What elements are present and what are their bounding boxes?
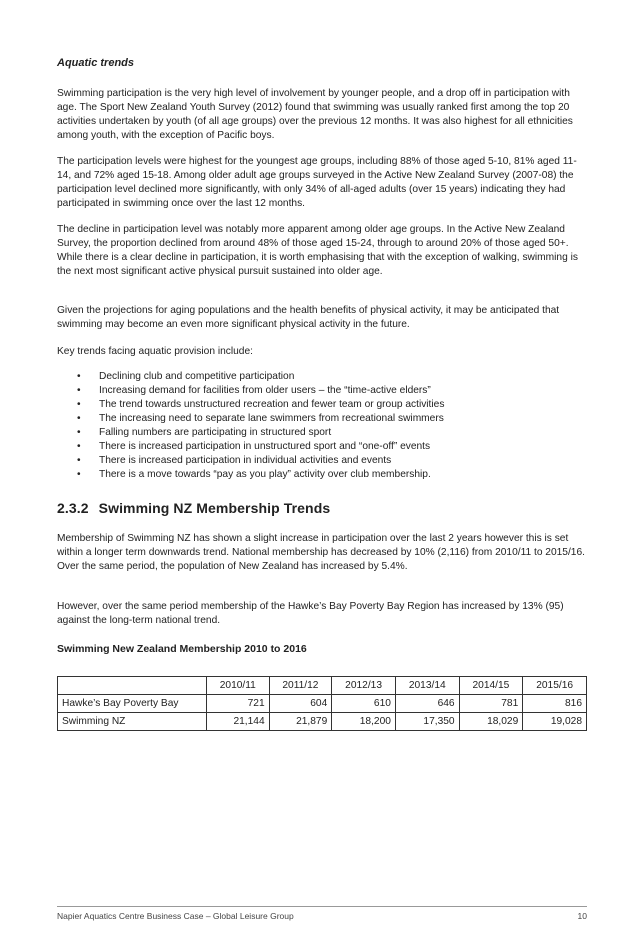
section-heading-text: Swimming NZ Membership Trends — [98, 500, 331, 516]
section-title: Aquatic trends — [57, 57, 135, 69]
list-item: • Falling numbers are participating in structured sport — [77, 427, 332, 438]
column-header: 2012/13 — [332, 677, 396, 695]
column-header: 2010/11 — [207, 677, 270, 695]
bullet-icon: • — [77, 399, 81, 410]
bullet-icon: • — [77, 441, 81, 452]
page-number: 10 — [577, 911, 587, 921]
table-cell: 610 — [332, 695, 396, 713]
bullet-icon: • — [77, 413, 81, 424]
row-label: Hawke’s Bay Poverty Bay — [58, 695, 207, 713]
section-number: 2.3.2 — [57, 500, 89, 516]
table-cell: 604 — [269, 695, 332, 713]
column-header: 2013/14 — [395, 677, 459, 695]
column-header: 2014/15 — [459, 677, 523, 695]
list-item: • There is increased participation in unstructured sport and “one-off” events — [77, 441, 431, 452]
paragraph-decline: The decline in participation level was notably more apparent among older age groups. In the Active New Zealand Survey, the proportion declined from around 48% of those aged 15-24, through to around 20% of those aged 50+. While there is a clear decline in participation, it is worth emphasising that with the exception of walking, swimming is the next most significant active physical pursuit sustained into older age. — [57, 224, 578, 277]
bullet-icon: • — [77, 469, 81, 480]
table-cell: 19,028 — [523, 713, 587, 731]
paragraph-key-trends-intro: Key trends facing aquatic provision include: — [57, 346, 253, 357]
table-cell: 18,029 — [459, 713, 523, 731]
table-title: Swimming New Zealand Membership 2010 to 2016 — [57, 643, 307, 655]
table-cell: 781 — [459, 695, 523, 713]
table-cell: 646 — [395, 695, 459, 713]
table-cell: 17,350 — [395, 713, 459, 731]
list-item: • Declining club and competitive participation — [77, 371, 295, 382]
list-item: • Increasing demand for facilities from older users – the “time-active elders” — [77, 385, 431, 396]
table-cell: 816 — [523, 695, 587, 713]
membership-heading — [57, 500, 330, 516]
column-header: 2011/12 — [269, 677, 332, 695]
list-item: • There is a move towards “pay as you play” activity over club membership. — [77, 469, 431, 480]
paragraph-youth-participation: Swimming participation is the very high level of involvement by younger people, and a drop off in participation with age. The Sport New Zealand Youth Survey (2012) found that swimming was usually ranked first among the top 20 activities undertaken by youth (of all age groups) over the previous 12 months. It was also highest for all ethnicities among youth, with the exception of Pacific boys. — [57, 88, 573, 141]
bullet-icon: • — [77, 371, 81, 382]
list-item: • The trend towards unstructured recreation and fewer team or group activities — [77, 399, 445, 410]
list-item: • There is increased participation in individual activities and events — [77, 455, 392, 466]
trends-list — [57, 370, 590, 482]
paragraph-membership-trend: Membership of Swimming NZ has shown a slight increase in participation over the last 2 years however this is set within a longer term downwards trend. National membership has decreased by 10% (2,116) from 2010/11 to 2015/16. Over the same period, the population of New Zealand has increased by 5.4%. — [57, 533, 585, 572]
footer-divider — [57, 906, 587, 907]
table-cell: 721 — [207, 695, 270, 713]
bullet-icon: • — [77, 427, 81, 438]
table-cell: 18,200 — [332, 713, 396, 731]
membership-table — [57, 676, 587, 731]
row-label: Swimming NZ — [58, 713, 207, 731]
list-item: • The increasing need to separate lane swimmers from recreational swimmers — [77, 413, 444, 424]
bullet-icon: • — [77, 385, 81, 396]
paragraph-regional-trend: However, over the same period membership of the Hawke’s Bay Poverty Bay Region has increased by 13% (95) against the long-term national trend. — [57, 601, 564, 626]
table-header-row — [58, 677, 587, 695]
table-cell: 21,879 — [269, 713, 332, 731]
table-row — [58, 695, 587, 713]
paragraph-projections: Given the projections for aging populations and the health benefits of physical activity, it may be anticipated that swimming may become an even more significant physical activity in the future. — [57, 305, 560, 330]
column-header — [58, 677, 207, 695]
table-row — [58, 713, 587, 731]
paragraph-age-participation: The participation levels were highest for the youngest age groups, including 88% of those aged 5-10, 81% aged 11-14, and 72% aged 15-18. Among older adult age groups surveyed in the Active New Zealand Survey (2007-08) the participation level declined more significantly, with only 34% of all-aged adults (over 15 years) indicating they had participated in swimming once over the last 12 months. — [57, 156, 577, 209]
table-cell: 21,144 — [207, 713, 270, 731]
footer-text: Napier Aquatics Centre Business Case – Global Leisure Group — [57, 911, 294, 921]
bullet-icon: • — [77, 455, 81, 466]
column-header: 2015/16 — [523, 677, 587, 695]
